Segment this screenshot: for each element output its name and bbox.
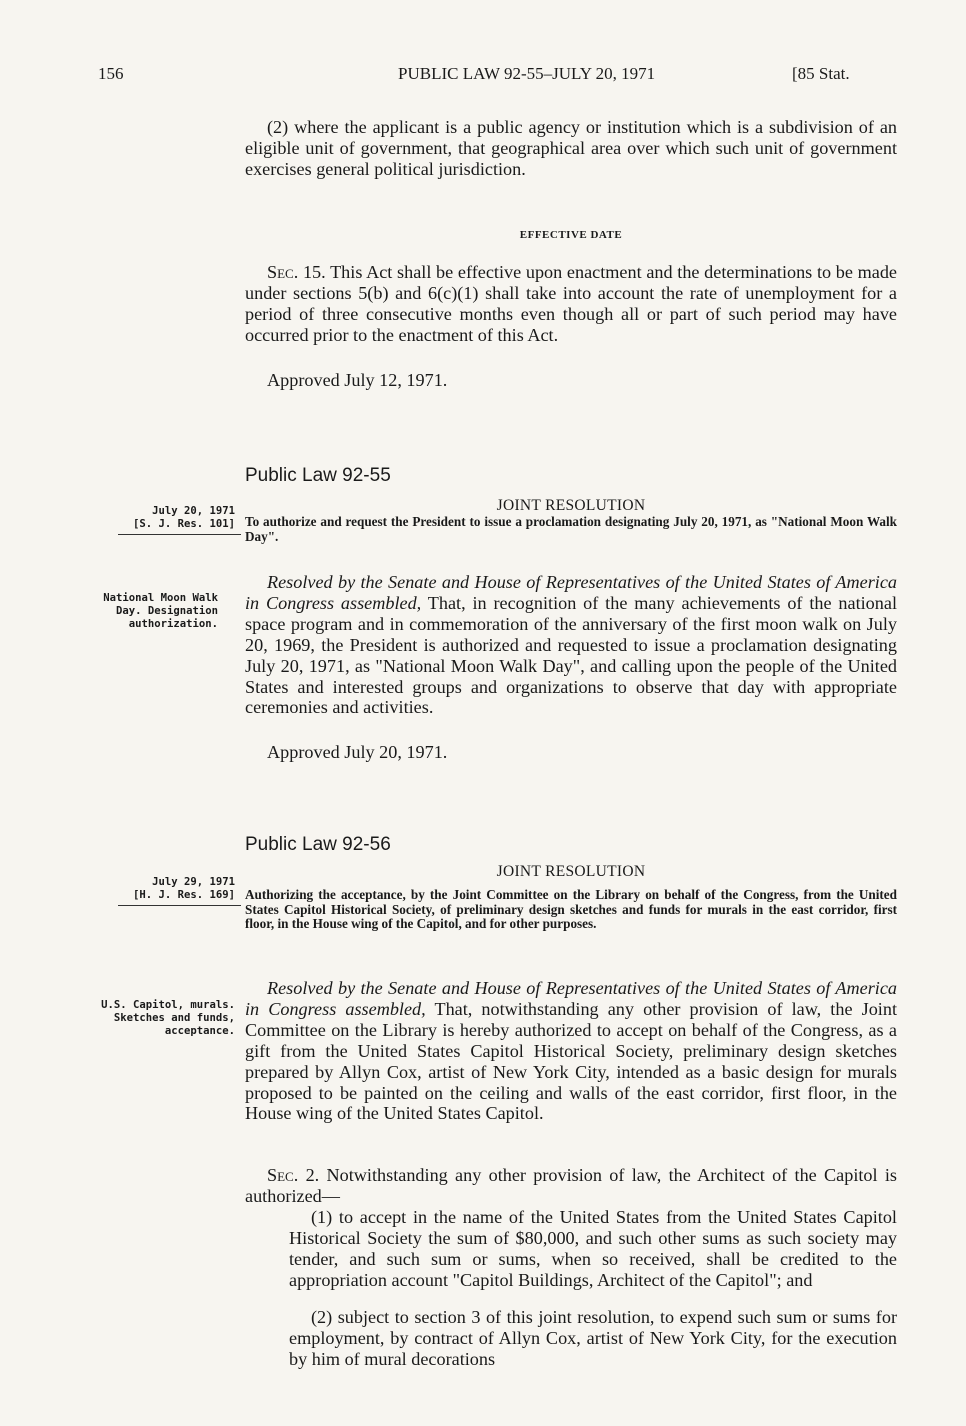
law-title-92-56: Public Law 92-56	[245, 834, 391, 855]
volume-reference: [85 Stat.	[792, 64, 850, 83]
item-1-paragraph: (1) to accept in the name of the United States from the United States Capitol Historical Society the sum of $80,000, and such other sums as such society may tender, and such sum or sums, when so received, shall be credited to the appropriation account "Capitol Buildings, Architect of the Capitol"; and	[289, 1207, 897, 1290]
margin-rule	[118, 905, 241, 906]
section-15-label: Sec. 15.	[267, 262, 326, 282]
margin-ref-92-56: [H. J. Res. 169]	[132, 889, 235, 901]
section-heading: EFFECTIVE DATE	[519, 229, 623, 241]
margin-note-92-56: U.S. Capitol, murals. Sketches and funds, acceptance.	[101, 999, 235, 1037]
clause-2-paragraph: (2) where the applicant is a public agency or institution which is a subdivision of an eligible unit of government, that geographical area over which such unit of government exercises general political jurisdiction.	[245, 117, 897, 179]
resolution-text-92-56: That, notwithstanding any other provision of law, the Joint Committee on the Library is hereby authorized to accept on behalf of the Congress, as a gift from the United States Capitol Historical Society, preliminary design sketches prepared by Allyn Cox, artist of New York City, intended as a basic design for murals proposed to be painted on the ceiling and walls of the east corridor, first floor, in the House wing of the United States Capitol.	[245, 998, 897, 1124]
section-15-paragraph	[245, 262, 897, 346]
joint-resolution-label-92-55: JOINT RESOLUTION	[496, 497, 646, 514]
resolved-clause-92-56: Resolved by the Senate and House of Representatives of the United States of America in Congress assembled,	[245, 978, 897, 1019]
approved-date-1: Approved July 12, 1971.	[267, 370, 448, 390]
section-2-text: Notwithstanding any other provision of law, the Architect of the Capitol is authorized—	[245, 1165, 898, 1206]
resolution-description-92-56: Authorizing the acceptance, by the Joint Committee on the Library on behalf of the Congress, from the United States Capitol Historical Society, of preliminary design sketches and funds for murals in the east corridor, first floor, in the House wing of the Capitol, and for other purposes.	[245, 887, 897, 932]
resolution-body-92-56	[245, 978, 897, 1124]
section-15-text: This Act shall be effective upon enactment and the determinations to be made under sections 5(b) and 6(c)(1) shall take into account the rate of unemployment for a period of three consecutive months even though all or part of such period may have occurred prior to the enactment of this Act.	[245, 262, 898, 345]
margin-note-92-55: National Moon Walk Day. Designation authorization.	[103, 592, 218, 630]
resolved-clause-92-55: Resolved by the Senate and House of Representatives of the United States of America in Congress assembled,	[245, 572, 897, 613]
section-2-label: Sec. 2.	[267, 1165, 320, 1185]
resolution-text-92-55: That, in recognition of the many achievements of the national space program and in commemoration of the anniversary of the first moon walk on July 20, 1969, the President is authorized and requested to issue a proclamation designating July 20, 1971, as "National Moon Walk Day", and calling upon the people of the United States and interested groups and organizations to observe that day with appropriate ceremonies and activities.	[245, 592, 897, 718]
running-title: PUBLIC LAW 92-55–JULY 20, 1971	[398, 64, 656, 83]
page-number: 156	[98, 64, 124, 83]
margin-rule	[118, 534, 241, 535]
margin-date-92-55: July 20, 1971	[152, 505, 235, 517]
margin-date-92-56: July 29, 1971	[152, 876, 235, 888]
law-title-92-55: Public Law 92-55	[245, 465, 391, 486]
resolution-body-92-55	[245, 572, 897, 718]
resolution-description-92-55: To authorize and request the President to issue a proclamation designating July 20, 1971, as "National Moon Walk Day".	[245, 514, 897, 544]
approved-date-2: Approved July 20, 1971.	[267, 742, 448, 762]
section-2-paragraph	[245, 1165, 897, 1207]
margin-ref-92-55: [S. J. Res. 101]	[132, 518, 235, 530]
item-2-paragraph: (2) subject to section 3 of this joint resolution, to expend such sum or sums for employment, by contract of Allyn Cox, artist of New York City, for the execution by him of mural decorations	[289, 1307, 897, 1369]
joint-resolution-label-92-56: JOINT RESOLUTION	[496, 863, 646, 880]
